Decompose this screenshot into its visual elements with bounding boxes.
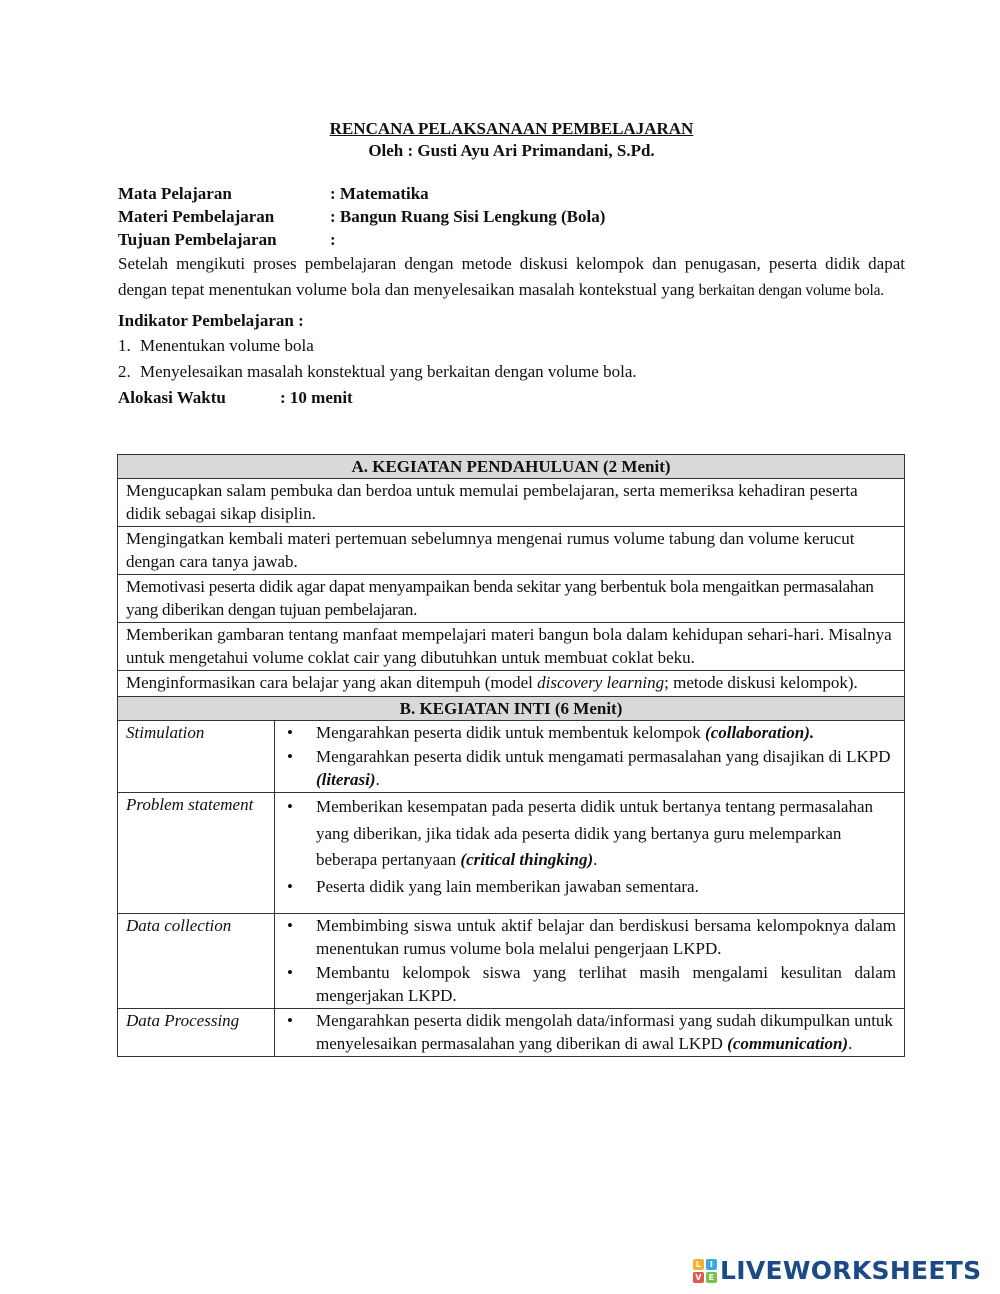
logo-tile: I — [706, 1259, 717, 1270]
stage-row-processing — [118, 1009, 905, 1057]
bullet-item — [283, 794, 896, 874]
stage-label: Data collection — [118, 914, 275, 1009]
bullet-item — [283, 722, 896, 745]
bullet-item — [283, 962, 896, 1007]
section-a-header: A. KEGIATAN PENDAHULUAN (2 Menit) — [118, 455, 905, 479]
bullet-text: Memberikan kesempatan pada peserta didik untuk bertanya tentang permasalahan yang diberikan, jika tidak ada peserta didik yang bertanya guru melemparkan beberapa pertanyaan — [316, 797, 874, 869]
logo-tile: L — [693, 1259, 704, 1270]
stage-label: Data Processing — [118, 1009, 275, 1057]
activity-table — [117, 454, 905, 1057]
intro-row-1: Mengucapkan salam pembuka dan berdoa untuk memulai pembelajaran, serta memeriksa kehadiran peserta didik sebagai sikap disiplin. — [118, 479, 905, 527]
section-row — [118, 455, 905, 479]
stage-content — [275, 720, 905, 793]
goal-row — [118, 228, 905, 251]
indicator-list — [118, 333, 905, 385]
subject-label: Mata Pelajaran — [118, 184, 232, 203]
table-row — [118, 623, 905, 671]
bullet-text-end: . — [848, 1033, 853, 1053]
subject-value: : Matematika — [330, 184, 429, 203]
bullet-item — [283, 874, 896, 901]
bullet-text: Membantu kelompok siswa yang terlihat masih mengalami kesulitan dalam mengerjakan LKPD. — [316, 963, 896, 1005]
indicator-number: 2. — [118, 362, 131, 381]
intro-row-5-italic: discovery learning — [537, 673, 665, 692]
stage-row-problem — [118, 793, 905, 914]
bullet-emphasis: (literasi) — [316, 769, 376, 789]
bullet-text: Mengarahkan peserta didik untuk mengamati permasalahan yang disajikan di LKPD — [316, 747, 891, 766]
bullet-text: Peserta didik yang lain memberikan jawaban sementara. — [316, 876, 699, 896]
indicator-number: 1. — [118, 336, 131, 355]
bullet-emphasis: (communication) — [727, 1033, 849, 1053]
intro-row-5-text-end: ; metode diskusi kelompok). — [664, 673, 858, 692]
goal-label: Tujuan Pembelajaran — [118, 230, 277, 249]
indicator-item — [118, 359, 905, 385]
stage-content — [275, 793, 905, 914]
goal-value: : — [330, 230, 336, 249]
intro-row-4: Memberikan gambaran tentang manfaat mempelajari materi bangun bola dalam kehidupan sehari-hari. Misalnya untuk mengetahui volume coklat cair yang dibutuhkan untuk membuat coklat beku. — [118, 623, 905, 671]
material-label: Materi Pembelajaran — [118, 207, 275, 226]
table-row — [118, 479, 905, 527]
indicator-text: Menyelesaikan masalah konstektual yang berkaitan dengan volume bola. — [140, 362, 637, 381]
intro-row-3: Memotivasi peserta didik agar dapat menyampaikan benda sekitar yang berbentuk bola mengaitkan permasalahan yang diberikan dengan tujuan pembelajaran. — [118, 575, 905, 623]
stage-content — [275, 914, 905, 1009]
bullet-text-end: . — [375, 769, 380, 789]
indicator-label: Indikator Pembelajaran : — [118, 311, 304, 330]
document-title-block — [118, 118, 905, 162]
logo-tile: E — [706, 1272, 717, 1283]
subject-row — [118, 182, 905, 205]
goal-text-tail: berkaitan dengan volume bola. — [698, 281, 884, 299]
intro-row-5-text: Menginformasikan cara belajar yang akan ditempuh (model — [126, 673, 538, 692]
indicator-item — [118, 333, 905, 359]
stage-row-collection — [118, 914, 905, 1009]
section-b-header: B. KEGIATAN INTI (6 Menit) — [118, 696, 905, 720]
bullet-text-end: . — [593, 850, 598, 869]
time-value: : 10 menit — [280, 388, 353, 407]
time-row — [118, 385, 905, 411]
stage-label: Problem statement — [118, 793, 275, 914]
intro-row-5 — [118, 671, 905, 697]
goal-paragraph — [118, 251, 905, 303]
meta-block — [118, 182, 905, 251]
stage-row-stimulation — [118, 720, 905, 793]
bullet-item — [283, 746, 896, 791]
bullet-item — [283, 915, 896, 960]
document-title: RENCANA PELAKSANAAN PEMBELAJARAN — [329, 119, 694, 138]
stage-content — [275, 1009, 905, 1057]
bullet-emphasis: (collaboration). — [705, 722, 815, 742]
goal-text-main: Setelah mengikuti proses pembelajaran dengan metode diskusi kelompok dan penugasan, peserta didik dapat dengan tepat menentukan volume bola dan menyelesaikan masalah kontekstual yang — [118, 254, 905, 299]
bullet-emphasis: (critical thingking) — [460, 850, 594, 869]
document-page — [118, 118, 905, 411]
bullet-text: Mengarahkan peserta didik untuk membentuk kelompok — [316, 722, 706, 742]
stage-label: Stimulation — [118, 720, 275, 793]
bullet-text: Mengarahkan peserta didik mengolah data/informasi yang sudah dikumpulkan untuk menyelesaikan permasalahan yang diberikan di awal LKPD — [316, 1011, 893, 1053]
material-value: : Bangun Ruang Sisi Lengkung (Bola) — [330, 207, 606, 226]
bullet-text: Membimbing siswa untuk aktif belajar dan berdiskusi bersama kelompoknya dalam menentukan rumus volume bola melalui pengerjaan LKPD. — [316, 916, 896, 958]
indicator-text: Menentukan volume bola — [140, 336, 314, 355]
table-row — [118, 575, 905, 623]
brand-name: LIVEWORKSHEETS — [720, 1256, 982, 1285]
liveworksheets-logo — [693, 1256, 981, 1285]
author-line: Oleh : Gusti Ayu Ari Primandani, S.Pd. — [368, 141, 655, 160]
bullet-item — [283, 1010, 896, 1055]
brand-logo-icon — [693, 1259, 717, 1283]
table-row — [118, 671, 905, 697]
section-row — [118, 696, 905, 720]
material-row — [118, 205, 905, 228]
time-label: Alokasi Waktu — [118, 388, 226, 407]
table-row — [118, 527, 905, 575]
intro-row-2: Mengingatkan kembali materi pertemuan sebelumnya mengenai rumus volume tabung dan volume kerucut dengan cara tanya jawab. — [118, 527, 905, 575]
logo-tile: V — [693, 1272, 704, 1283]
